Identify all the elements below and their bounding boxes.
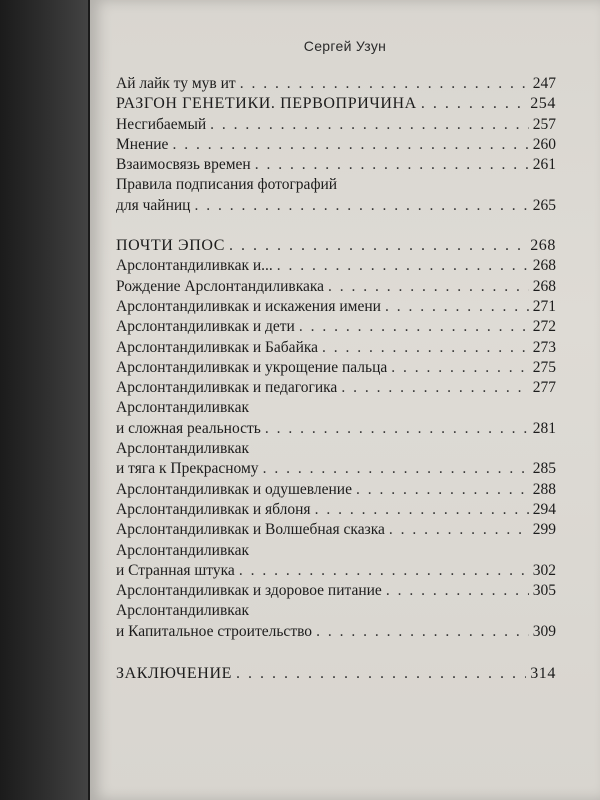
toc-entry	[116, 500, 556, 520]
toc-entry-page: 294	[532, 500, 556, 518]
toc-entry-multiline	[116, 175, 556, 216]
toc-entry-page: 257	[532, 115, 556, 133]
toc-entry-multiline	[116, 398, 556, 439]
toc-entry	[116, 378, 556, 398]
dot-leader	[263, 459, 529, 479]
dot-leader	[239, 561, 529, 581]
dot-leader	[341, 378, 528, 398]
toc-entry-page: 265	[532, 196, 556, 214]
toc-entry-page: 281	[532, 419, 556, 437]
toc-entry-title-line1: Арслонтандиливкак	[116, 440, 249, 458]
toc-section-heading	[116, 664, 556, 684]
dot-leader	[277, 256, 529, 276]
toc-entry-page: 314	[530, 665, 556, 683]
running-header: Сергей Узун	[303, 38, 387, 54]
section-gap	[116, 216, 556, 236]
dot-leader	[316, 622, 529, 642]
toc-entry-title-line1: Арслонтандиливкак	[116, 399, 249, 417]
dot-leader	[356, 480, 529, 500]
toc-entry-title-line2: для чайниц	[116, 196, 191, 214]
toc-entry-title: Арслонтандиливкак и укрощение пальца	[116, 358, 388, 376]
toc-entry-page: 275	[532, 358, 556, 376]
dot-leader	[315, 500, 529, 520]
dot-leader	[322, 338, 529, 358]
toc-entry-page: 288	[532, 480, 556, 498]
toc-entry	[116, 115, 556, 135]
toc-entry-title: Арслонтандиливкак и педагогика	[116, 379, 338, 397]
dot-leader	[236, 664, 526, 684]
toc-entry-title-line2: и Капитальное строительство	[116, 622, 313, 640]
toc-entry-page: 285	[532, 460, 556, 478]
toc-entry	[116, 74, 556, 94]
toc-entry-multiline	[116, 601, 556, 642]
toc-entry-page: 273	[532, 338, 556, 356]
dot-leader	[328, 277, 529, 297]
dot-leader	[385, 297, 529, 317]
toc-entry-page: 268	[532, 257, 556, 275]
toc-entry	[116, 317, 556, 337]
toc-entry-multiline	[116, 541, 556, 582]
toc-entry-page: 272	[532, 318, 556, 336]
toc-entry-title: Взаимосвязь времен	[116, 156, 251, 174]
toc-entry-title: Арслонтандиливкак и Бабайка	[116, 338, 319, 356]
toc-entry-title: ПОЧТИ ЭПОС	[116, 237, 225, 255]
toc-entry-title: Ай лайк ту мув ит	[116, 75, 236, 92]
toc-entry-page: 302	[532, 561, 556, 579]
toc-entry-page: 254	[530, 95, 556, 113]
dot-leader	[240, 74, 529, 94]
toc-section-heading	[116, 94, 556, 114]
toc-entry-title: Арслонтандиливкак и одушевление	[116, 480, 352, 498]
section-gap	[116, 642, 556, 664]
toc-entry-title: Арслонтандиливкак и здоровое питание	[116, 582, 382, 600]
table-of-contents	[116, 74, 556, 684]
toc-entry	[116, 338, 556, 358]
toc-entry-title: Несгибаемый	[116, 115, 207, 133]
toc-entry-page: 309	[532, 622, 556, 640]
toc-entry-page: 277	[532, 379, 556, 397]
dot-leader	[172, 135, 528, 155]
toc-entry-title: Арслонтандиливкак и искажения имени	[116, 297, 381, 315]
dot-leader	[194, 196, 528, 216]
toc-entry	[116, 581, 556, 601]
toc-entry-page: 271	[532, 297, 556, 315]
dot-leader	[255, 155, 529, 175]
toc-entry-title: РАЗГОН ГЕНЕТИКИ. ПЕРВОПРИЧИНА	[116, 95, 417, 113]
toc-entry-title: Арслонтандиливкак и яблоня	[116, 500, 311, 518]
book-page	[90, 0, 600, 800]
toc-entry	[116, 256, 556, 276]
toc-entry-title: Арслонтандиливкак и дети	[116, 318, 295, 336]
toc-entry-title-line2: и сложная реальность	[116, 419, 261, 437]
toc-entry-page: 268	[530, 237, 556, 255]
toc-section-heading	[116, 236, 556, 256]
toc-entry-title-line1: Арслонтандиливкак	[116, 541, 249, 559]
dot-leader	[299, 317, 529, 337]
toc-entry-multiline	[116, 439, 556, 480]
dot-leader	[421, 94, 526, 114]
toc-entry	[116, 297, 556, 317]
toc-entry	[116, 480, 556, 500]
toc-entry	[116, 135, 556, 155]
dot-leader	[265, 419, 529, 439]
dot-leader	[386, 581, 529, 601]
toc-entry-title-line1: Арслонтандиливкак	[116, 602, 249, 620]
toc-entry-title-line2: и тяга к Прекрасному	[116, 460, 259, 478]
toc-entry-title: ЗАКЛЮЧЕНИЕ	[116, 665, 232, 683]
toc-entry	[116, 520, 556, 540]
toc-entry-title-line1: Правила подписания фотографий	[116, 176, 338, 194]
toc-entry-title: Рождение Арслонтандиливкака	[116, 277, 325, 295]
toc-entry-page: 261	[532, 156, 556, 174]
toc-entry-page: 247	[532, 75, 556, 92]
toc-entry	[116, 277, 556, 297]
toc-entry-page: 268	[532, 277, 556, 295]
toc-entry-page: 260	[532, 135, 556, 153]
dot-leader	[210, 115, 529, 135]
dot-leader	[229, 236, 526, 256]
toc-entry	[116, 155, 556, 175]
toc-entry-title: Арслонтандиливкак и Волшебная сказка	[116, 521, 385, 539]
dot-leader	[391, 358, 529, 378]
toc-entry-title: Арслонтандиливкак и...	[116, 257, 273, 275]
toc-entry-title-line2: и Странная штука	[116, 561, 235, 579]
toc-entry-page: 299	[532, 521, 556, 539]
dot-leader	[389, 520, 529, 540]
toc-entry-page: 305	[532, 582, 556, 600]
toc-entry	[116, 358, 556, 378]
toc-entry-title: Мнение	[116, 135, 169, 153]
